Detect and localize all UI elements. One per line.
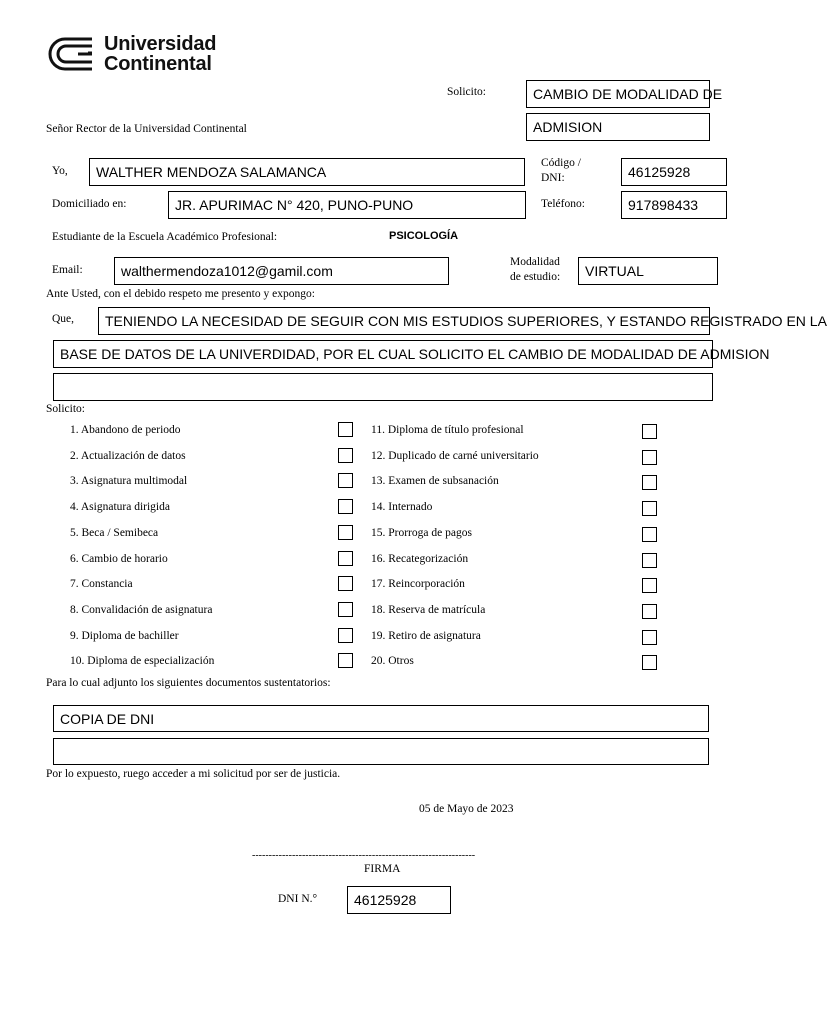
name-field[interactable]: WALTHER MENDOZA SALAMANCA [89,158,525,186]
option-label-11: 11. Diploma de título profesional [371,424,524,436]
option-checkbox-20[interactable] [642,655,657,670]
addressee-text: Señor Rector de la Universidad Continental [46,123,247,135]
solicito-section-label: Solicito: [46,403,85,415]
option-label-6: 6. Cambio de horario [70,552,168,565]
email-field[interactable]: walthermendoza1012@gamil.com [114,257,449,285]
option-checkbox-19[interactable] [642,630,657,645]
option-checkbox-12[interactable] [642,450,657,465]
escuela-label: Estudiante de la Escuela Académico Profesional: [52,231,278,243]
signature-line: ------------------------------------------------------------------- [252,850,476,861]
domicilio-label: Domiciliado en: [52,198,127,210]
modalidad-label-1: Modalidad [510,256,560,268]
que-label: Que, [52,313,75,325]
codigo-label-1: Código / [541,157,581,169]
option-label-3: 3. Asignatura multimodal [70,475,188,488]
dni-field[interactable]: 46125928 [347,886,451,914]
option-label-1: 1. Abandono de periodo [70,424,181,436]
option-checkbox-18[interactable] [642,604,657,619]
date-text: 05 de Mayo de 2023 [419,803,514,815]
option-label-9: 9. Diploma de bachiller [70,629,179,642]
option-label-16: 16. Recategorización [371,552,469,565]
option-checkbox-14[interactable] [642,501,657,516]
option-label-8: 8. Convalidación de asignatura [70,603,213,616]
option-label-15: 15. Prorroga de pagos [371,526,472,539]
attachments-label: Para lo cual adjunto los siguientes documentos sustentatorios: [46,677,331,689]
option-checkbox-2[interactable] [338,448,353,463]
option-checkbox-11[interactable] [642,424,657,439]
dni-label: DNI N.° [278,893,318,905]
closing-text: Por lo expuesto, ruego acceder a mi solicitud por ser de justicia. [46,768,341,780]
option-label-19: 19. Retiro de asignatura [371,629,481,642]
option-checkbox-13[interactable] [642,475,657,490]
solicito-label: Solicito: [447,86,486,98]
option-label-13: 13. Examen de subsanación [371,475,499,488]
option-label-4: 4. Asignatura dirigida [70,501,170,514]
area-field[interactable]: ADMISION [526,113,710,141]
option-checkbox-9[interactable] [338,628,353,643]
option-checkbox-10[interactable] [338,653,353,668]
option-label-20: 20. Otros [371,655,414,668]
option-checkbox-3[interactable] [338,473,353,488]
option-checkbox-1[interactable] [338,422,353,437]
option-label-7: 7. Constancia [70,578,133,591]
exposition-line-1[interactable]: TENIENDO LA NECESIDAD DE SEGUIR CON MIS ESTUDIOS SUPERIORES, Y ESTANDO REGISTRADO EN LA [98,307,710,335]
email-label: Email: [52,264,83,276]
option-label-12: 12. Duplicado de carné universitario [371,449,539,462]
option-checkbox-17[interactable] [642,578,657,593]
firma-label: FIRMA [364,863,401,875]
modalidad-label-2: de estudio: [510,271,561,283]
yo-label: Yo, [52,165,68,177]
solicito-field[interactable]: CAMBIO DE MODALIDAD DE [526,80,710,108]
exposition-line-2[interactable]: BASE DE DATOS DE LA UNIVERDIDAD, POR EL CUAL SOLICITO EL CAMBIO DE MODALIDAD DE ADMISION [53,340,713,368]
option-label-2: 2. Actualización de datos [70,449,186,462]
option-checkbox-4[interactable] [338,499,353,514]
option-label-17: 17. Reincorporación [371,578,465,591]
option-checkbox-5[interactable] [338,525,353,540]
option-checkbox-15[interactable] [642,527,657,542]
logo-line1: Universidad [104,33,217,55]
attachment-field-1[interactable]: COPIA DE DNI [53,705,709,732]
telefono-label: Teléfono: [541,198,585,210]
option-checkbox-7[interactable] [338,576,353,591]
option-checkbox-8[interactable] [338,602,353,617]
option-label-10: 10. Diploma de especialización [70,655,215,668]
option-label-18: 18. Reserva de matrícula [371,603,486,616]
option-checkbox-6[interactable] [338,551,353,566]
codigo-field[interactable]: 46125928 [621,158,727,186]
escuela-value: PSICOLOGÍA [389,230,459,242]
university-logo-icon [48,36,96,72]
option-label-14: 14. Internado [371,501,433,514]
logo-line2: Continental [104,53,212,75]
telefono-field[interactable]: 917898433 [621,191,727,219]
modalidad-field[interactable]: VIRTUAL [578,257,718,285]
domicilio-field[interactable]: JR. APURIMAC N° 420, PUNO-PUNO [168,191,526,219]
option-label-5: 5. Beca / Semibeca [70,526,159,539]
intro-text: Ante Usted, con el debido respeto me presento y expongo: [46,288,315,300]
option-checkbox-16[interactable] [642,553,657,568]
exposition-line-3[interactable] [53,373,713,401]
attachment-field-2[interactable] [53,738,709,765]
codigo-label-2: DNI: [541,172,565,184]
university-logo [48,34,228,76]
